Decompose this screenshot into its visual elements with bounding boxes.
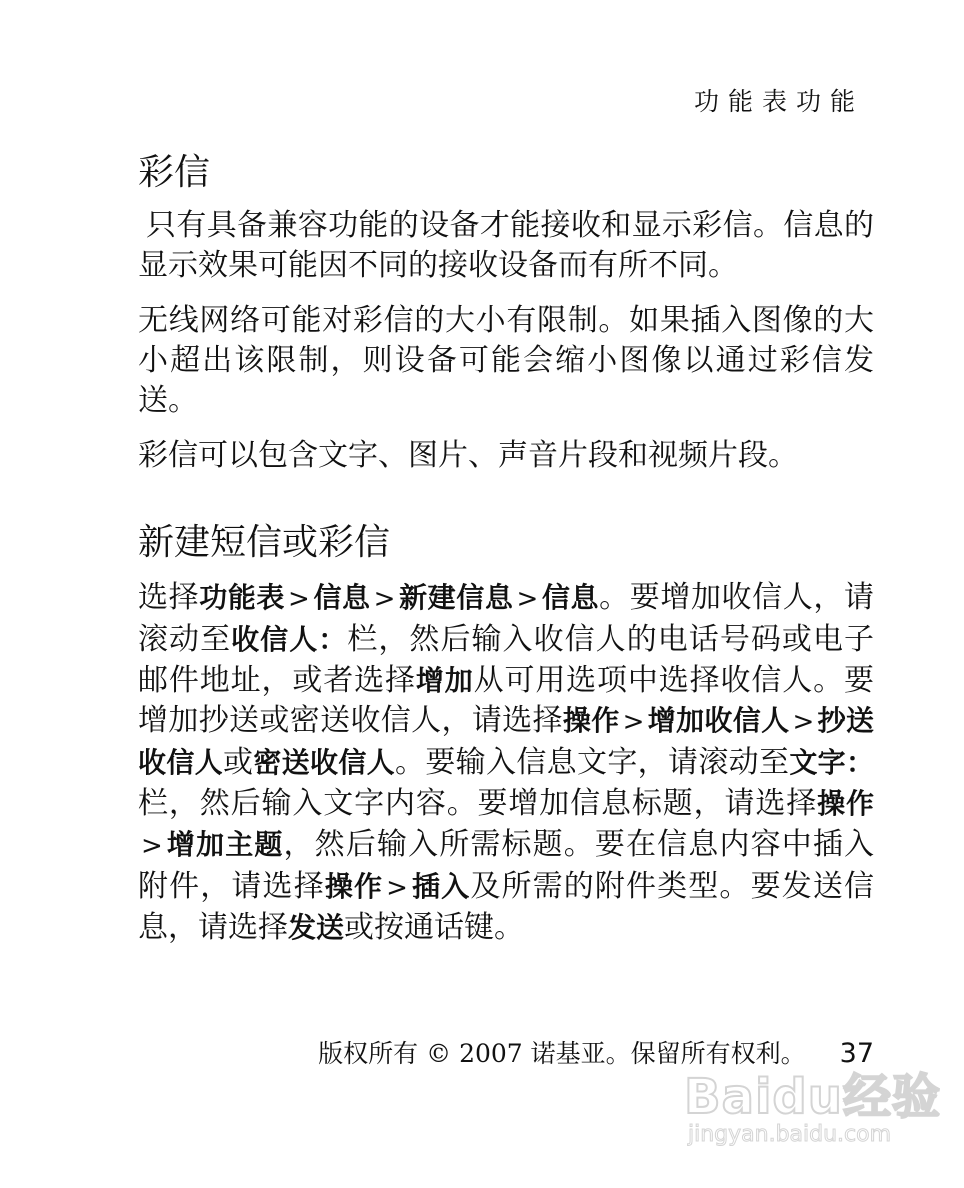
section-heading-mms: 彩信 bbox=[138, 152, 211, 193]
text-run: 及所需的附件类型。要发送信息，请选择 bbox=[138, 868, 874, 946]
path-separator: > bbox=[622, 707, 645, 738]
menu-term-menu: 功能表 bbox=[199, 581, 286, 614]
path-separator: > bbox=[516, 584, 539, 614]
menu-term-bcc: 密送收信人 bbox=[253, 746, 396, 780]
text-run: 选择 bbox=[138, 580, 200, 615]
paragraph-mms-size-limit: 无线网络可能对彩信的大小有限制。如果插入图像的大小超出该限制，则设备可能会缩小图像以通过彩信发送。 bbox=[138, 303, 874, 418]
menu-term-text-field: 文字： bbox=[789, 746, 874, 780]
page-number: 37 bbox=[839, 1038, 874, 1069]
path-separator: > bbox=[373, 584, 396, 614]
section-heading-new-message: 新建短信或彩信 bbox=[138, 522, 391, 563]
text-run: 栏，然后输入文字内容。要增加信息标题，请选择 bbox=[138, 785, 818, 821]
menu-term-options: 操作 bbox=[817, 786, 874, 820]
baidu-jingyan-watermark bbox=[680, 1058, 941, 1168]
menu-term-add: 增加 bbox=[415, 663, 474, 697]
page-content bbox=[138, 150, 874, 949]
menu-term-message: 信息 bbox=[541, 581, 600, 614]
menu-term-send: 发送 bbox=[288, 911, 345, 945]
menu-term-to-field: 收信人： bbox=[231, 622, 348, 656]
path-separator: > bbox=[386, 872, 408, 903]
text-run: ，然后输入所需标题。要在信息内容中插入附件，请选择 bbox=[138, 826, 874, 904]
copyright-notice: 版权所有 © 2007 诺基亚。保留所有权利。 bbox=[318, 1039, 806, 1068]
text-run: 从可用选项中选择收信人。要增加抄送或密送收信人，请选择 bbox=[138, 662, 875, 739]
text-run: 。要输入信息文字，请滚动至 bbox=[395, 745, 790, 781]
watermark-url: jingyan.baidu.com bbox=[688, 1122, 892, 1147]
menu-term-insert: 插入 bbox=[410, 869, 471, 903]
path-separator: > bbox=[792, 707, 815, 738]
watermark-logo: Baidu经验 bbox=[684, 1069, 941, 1125]
menu-term-add-subject: 增加主题 bbox=[165, 827, 284, 861]
paragraph-mms-content-types: 彩信可以包含文字、图片、声音片段和视频片段。 bbox=[138, 438, 798, 473]
text-run: 。要增加收信人，请滚动至 bbox=[138, 580, 874, 657]
path-separator: > bbox=[141, 830, 163, 861]
text-run: 或按通话键。 bbox=[344, 910, 525, 946]
menu-term-messaging: 信息 bbox=[312, 581, 371, 614]
paragraph-mms-compatibility: 只有具备兼容功能的设备才能接收和显示彩信。信息的显示效果可能因不同的接收设备而有所不同。 bbox=[138, 208, 874, 283]
text-run: 栏，然后输入收信人的电话号码或电子邮件地址，或者选择 bbox=[138, 621, 874, 698]
path-separator: > bbox=[288, 584, 310, 614]
paragraph-new-message-instructions bbox=[138, 578, 874, 949]
menu-term-add-recipient: 增加收信人 bbox=[647, 704, 790, 738]
menu-term-create-message: 新建信息 bbox=[398, 581, 514, 614]
text-run: 或 bbox=[223, 745, 254, 781]
running-header: 功能表功能 bbox=[693, 87, 864, 116]
menu-term-options: 操作 bbox=[324, 869, 384, 903]
menu-term-cc: 抄送收信人 bbox=[138, 704, 874, 780]
menu-term-options: 操作 bbox=[562, 704, 620, 738]
